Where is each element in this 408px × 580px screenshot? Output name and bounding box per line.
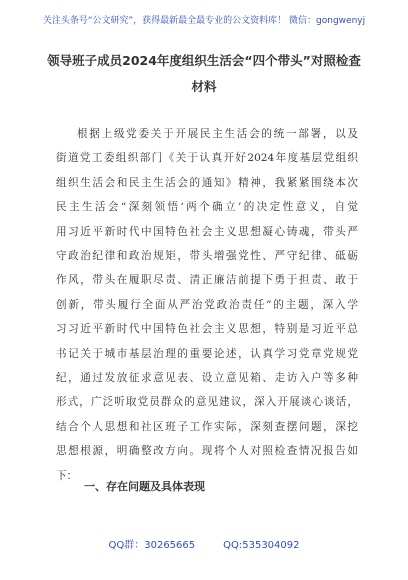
body-line: 组织生活会和民主生活会的通知》精神，我紧紧围绕本次	[56, 176, 358, 189]
section-heading: 一、存在问题及具体表现	[84, 480, 205, 493]
footer-qq: QQ:535304092	[223, 540, 300, 551]
body-line: 根据上级党委关于开展民主生活会的统一部署，以及	[77, 128, 358, 140]
body-line: 守政治纪律和政治规矩，带头增强党性、严守纪律、砥砺	[56, 250, 358, 263]
document-title	[40, 48, 368, 100]
body-line: 街道党工委组织部门《关于认真开好2024年度基层党组织	[56, 152, 358, 165]
body-line: 形式，广泛听取党员群众的意见建议，深入开展谈心谈话，	[56, 396, 358, 409]
document-title-line-1: 领导班子成员2024年度组织生活会“四个带头”对照检查	[47, 53, 361, 68]
body-line: 结合个人思想和社区班子工作实际，深刻查摆问题，深挖	[56, 420, 358, 433]
body-line: 习习近平新时代中国特色社会主义思想，特别是习近平总	[56, 323, 358, 336]
body-line: 下：	[56, 469, 78, 482]
body-line: 用习近平新时代中国特色社会主义思想凝心铸魂，带头严	[56, 225, 358, 238]
body-line: 创新，带头履行全面从严治党政治责任”的主题，深入学	[56, 298, 358, 311]
body-line: 纪，通过发放征求意见表、设立意见箱、走访入户等多种	[56, 372, 358, 385]
body-line: 思想根源，明确整改方向。现将个人对照检查情况报告如	[56, 445, 358, 458]
body-line: 民主生活会“深刻领悟‘两个确立’的决定性意义，自觉	[56, 201, 358, 214]
document-body	[56, 122, 358, 488]
body-line: 作风，带头在履职尽责、清正廉洁前提下勇于担责、敢于	[56, 274, 358, 287]
document-title-line-2: 材料	[191, 79, 217, 94]
promo-banner: 关注头条号“公文研究”，获得最新最全最专业的公文资料库！ 微信：gongwenyj	[42, 16, 366, 26]
footer-qq-group: QQ群：30265665	[108, 540, 196, 551]
body-line: 书记关于城市基层治理的重要论述，认真学习党章党规党	[56, 347, 358, 360]
footer-contact	[0, 536, 408, 551]
